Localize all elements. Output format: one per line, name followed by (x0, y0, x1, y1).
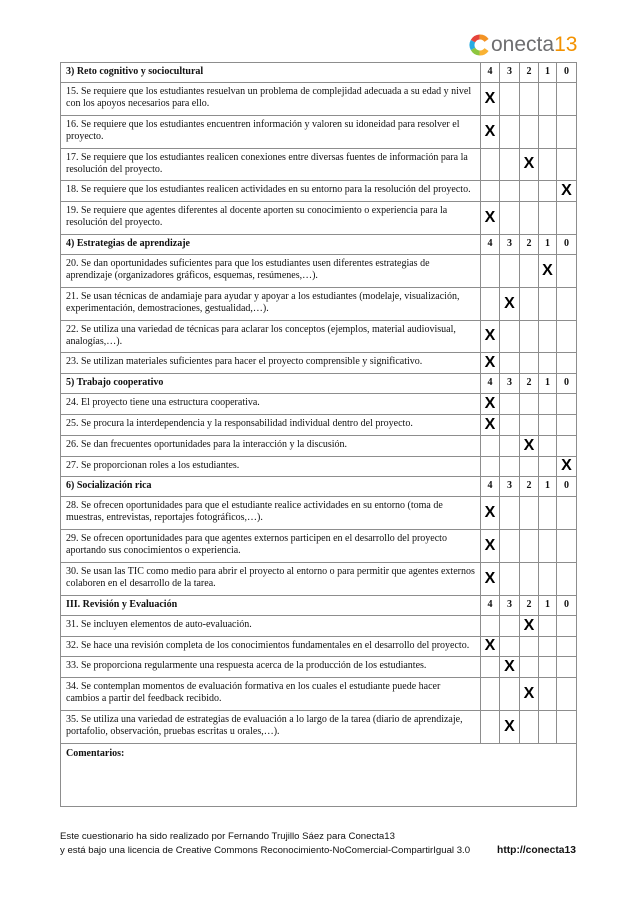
footer-license-line: y está bajo una licencia de Creative Commons Reconocimiento-NoComercial-CompartirIgual 3.0 (60, 845, 471, 856)
score-cell (557, 657, 577, 678)
score-cell (557, 83, 577, 116)
score-cell (557, 435, 577, 456)
score-cell (500, 394, 520, 415)
section-header-row (61, 595, 577, 615)
score-cell (539, 148, 557, 181)
criterion-row (61, 657, 577, 678)
score-cell (539, 320, 557, 353)
criterion-text: 16. Se requiere que los estudiantes encuentren información y valoren su idoneidad para resolver el proyecto. (61, 115, 481, 148)
score-column-label: 4 (481, 595, 500, 615)
section-header-row (61, 234, 577, 254)
score-cell (557, 562, 577, 595)
criterion-row (61, 148, 577, 181)
criterion-text: 26. Se dan frecuentes oportunidades para la interacción y la discusión. (61, 435, 481, 456)
score-cell (481, 115, 500, 148)
score-cell (539, 615, 557, 636)
selected-score-mark: X (484, 209, 496, 227)
score-cell (481, 678, 500, 711)
score-cell (500, 435, 520, 456)
criterion-row (61, 678, 577, 711)
selected-score-mark: X (523, 436, 535, 454)
footer-url: http://conecta13 (497, 845, 576, 856)
score-cell (500, 181, 520, 202)
score-cell (500, 678, 520, 711)
score-column-label: 1 (539, 234, 557, 254)
score-cell (557, 181, 577, 202)
score-cell (539, 287, 557, 320)
score-cell (520, 657, 539, 678)
score-cell (481, 497, 500, 530)
score-cell (500, 414, 520, 435)
score-cell (557, 148, 577, 181)
criterion-text: 17. Se requiere que los estudiantes realicen conexiones entre diversas fuentes de información para la resolución del proyecto. (61, 148, 481, 181)
criterion-text: 28. Se ofrecen oportunidades para que el estudiante realice actividades en su entorno (toma de muestras, entrevistas, reportajes fotográficos,…). (61, 497, 481, 530)
score-column-label: 4 (481, 477, 500, 497)
footer (60, 830, 576, 860)
score-column-label: 2 (520, 374, 539, 394)
score-column-label: 0 (557, 595, 577, 615)
score-cell (481, 254, 500, 287)
score-cell (500, 353, 520, 374)
score-column-label: 0 (557, 374, 577, 394)
comments-row (61, 743, 577, 806)
score-cell (520, 254, 539, 287)
score-cell (539, 530, 557, 563)
criterion-row (61, 181, 577, 202)
score-cell (520, 710, 539, 743)
selected-score-mark: X (561, 457, 572, 475)
conecta13-logo (469, 34, 577, 56)
selected-score-mark: X (504, 717, 515, 735)
score-column-label: 2 (520, 595, 539, 615)
score-cell (481, 394, 500, 415)
criterion-row (61, 83, 577, 116)
criterion-text: 22. Se utiliza una variedad de técnicas para aclarar los conceptos (ejemplos, material audiovisual, analogías,…). (61, 320, 481, 353)
score-cell (520, 497, 539, 530)
criterion-text: 32. Se hace una revisión completa de los conocimientos fundamentales en el desarrollo del proyecto. (61, 636, 481, 657)
selected-score-mark: X (504, 658, 515, 676)
score-cell (557, 394, 577, 415)
score-column-label: 4 (481, 234, 500, 254)
score-cell (500, 497, 520, 530)
score-column-label: 1 (539, 63, 557, 83)
score-column-label: 3 (500, 63, 520, 83)
selected-score-mark: X (484, 395, 496, 413)
score-column-label: 3 (500, 234, 520, 254)
selected-score-mark: X (484, 569, 496, 587)
score-cell (481, 287, 500, 320)
criterion-row (61, 254, 577, 287)
score-cell (557, 320, 577, 353)
score-cell (481, 414, 500, 435)
score-cell (557, 353, 577, 374)
score-cell (557, 202, 577, 235)
criterion-row (61, 456, 577, 477)
score-column-label: 0 (557, 477, 577, 497)
score-cell (481, 636, 500, 657)
score-cell (557, 710, 577, 743)
criterion-row (61, 710, 577, 743)
criterion-row (61, 202, 577, 235)
criterion-text: 33. Se proporciona regularmente una respuesta acerca de la producción de los estudiantes. (61, 657, 481, 678)
criterion-row (61, 530, 577, 563)
score-cell (481, 562, 500, 595)
section-title: 5) Trabajo cooperativo (61, 374, 481, 394)
score-cell (539, 353, 557, 374)
score-cell (520, 636, 539, 657)
score-cell (520, 615, 539, 636)
score-cell (520, 320, 539, 353)
criterion-text: 24. El proyecto tiene una estructura cooperativa. (61, 394, 481, 415)
score-cell (557, 678, 577, 711)
score-column-label: 4 (481, 63, 500, 83)
score-column-label: 0 (557, 234, 577, 254)
score-cell (520, 115, 539, 148)
score-cell (520, 181, 539, 202)
score-cell (500, 254, 520, 287)
score-cell (520, 83, 539, 116)
selected-score-mark: X (561, 182, 572, 200)
score-column-label: 1 (539, 595, 557, 615)
selected-score-mark: X (484, 504, 496, 522)
score-cell (481, 456, 500, 477)
score-cell (539, 435, 557, 456)
score-cell (500, 710, 520, 743)
criterion-text: 27. Se proporcionan roles a los estudiantes. (61, 456, 481, 477)
section-title: 4) Estrategias de aprendizaje (61, 234, 481, 254)
score-cell (539, 414, 557, 435)
criterion-row (61, 615, 577, 636)
score-cell (481, 657, 500, 678)
criterion-text: 25. Se procura la interdependencia y la responsabilidad individual dentro del proyecto. (61, 414, 481, 435)
selected-score-mark: X (523, 155, 535, 173)
score-cell (539, 562, 557, 595)
criterion-text: 19. Se requiere que agentes diferentes al docente aporten su conocimiento o experiencia para la resolución del proyecto. (61, 202, 481, 235)
section-title: III. Revisión y Evaluación (61, 595, 481, 615)
section-header-row (61, 63, 577, 83)
score-column-label: 2 (520, 63, 539, 83)
criterion-text: 30. Se usan las TIC como medio para abrir el proyecto al entorno o para permitir que agentes externos colaboren en el desarrollo de la tarea. (61, 562, 481, 595)
selected-score-mark: X (484, 537, 496, 555)
score-cell (481, 148, 500, 181)
score-cell (500, 287, 520, 320)
criterion-text: 23. Se utilizan materiales suficientes para hacer el proyecto comprensible y significativo. (61, 353, 481, 374)
score-column-label: 2 (520, 477, 539, 497)
score-cell (520, 148, 539, 181)
score-cell (520, 678, 539, 711)
selected-score-mark: X (484, 89, 496, 107)
score-cell (520, 202, 539, 235)
score-cell (557, 414, 577, 435)
selected-score-mark: X (542, 261, 553, 279)
selected-score-mark: X (523, 616, 535, 634)
selected-score-mark: X (504, 294, 515, 312)
criterion-row (61, 414, 577, 435)
criterion-text: 35. Se utiliza una variedad de estrategias de evaluación a lo largo de la tarea (diario de aprendizaje, portafolio, observación, pruebas escritas u orales,…). (61, 710, 481, 743)
score-cell (481, 353, 500, 374)
criterion-row (61, 435, 577, 456)
criterion-row (61, 320, 577, 353)
criterion-row (61, 287, 577, 320)
selected-score-mark: X (484, 122, 496, 140)
criterion-row (61, 394, 577, 415)
score-cell (557, 456, 577, 477)
criterion-text: 34. Se contemplan momentos de evaluación formativa en los cuales el estudiante puede hacer cambios a partir del feedback recibido. (61, 678, 481, 711)
score-cell (539, 202, 557, 235)
criterion-row (61, 353, 577, 374)
score-cell (557, 254, 577, 287)
score-cell (500, 530, 520, 563)
criterion-text: 21. Se usan técnicas de andamiaje para ayudar y apoyar a los estudiantes (modelaje, visualización, experimentación, demostraciones, gestualidad,…). (61, 287, 481, 320)
criterion-text: 31. Se incluyen elementos de auto-evaluación. (61, 615, 481, 636)
comments-label: Comentarios: (61, 743, 577, 806)
criterion-row (61, 497, 577, 530)
score-column-label: 3 (500, 374, 520, 394)
score-column-label: 0 (557, 63, 577, 83)
section-title: 3) Reto cognitivo y sociocultural (61, 63, 481, 83)
score-cell (539, 710, 557, 743)
criterion-text: 18. Se requiere que los estudiantes realicen actividades en su entorno para la resolución del proyecto. (61, 181, 481, 202)
selected-score-mark: X (484, 327, 496, 345)
score-cell (539, 181, 557, 202)
score-cell (500, 202, 520, 235)
score-cell (539, 497, 557, 530)
score-cell (500, 657, 520, 678)
score-column-label: 1 (539, 374, 557, 394)
score-cell (481, 710, 500, 743)
score-column-label: 1 (539, 477, 557, 497)
section-header-row (61, 477, 577, 497)
score-cell (481, 202, 500, 235)
score-cell (539, 394, 557, 415)
criterion-text: 20. Se dan oportunidades suficientes para que los estudiantes usen diferentes estrategias de aprendizaje (organizadores gráficos, esquemas, resúmenes,…). (61, 254, 481, 287)
score-cell (557, 636, 577, 657)
selected-score-mark: X (523, 685, 535, 703)
score-cell (520, 562, 539, 595)
score-cell (539, 678, 557, 711)
score-column-label: 3 (500, 477, 520, 497)
score-cell (539, 657, 557, 678)
score-cell (500, 148, 520, 181)
logo-number: 13 (554, 33, 578, 56)
score-cell (539, 456, 557, 477)
score-cell (557, 615, 577, 636)
score-column-label: 2 (520, 234, 539, 254)
score-cell (557, 530, 577, 563)
score-cell (520, 530, 539, 563)
score-cell (500, 83, 520, 116)
score-cell (557, 287, 577, 320)
score-cell (500, 115, 520, 148)
selected-score-mark: X (484, 637, 496, 655)
score-cell (481, 435, 500, 456)
criterion-row (61, 115, 577, 148)
criterion-text: 29. Se ofrecen oportunidades para que agentes externos participen en el desarrollo del proyecto aportando sus conocimientos o experiencia. (61, 530, 481, 563)
score-cell (500, 320, 520, 353)
score-column-label: 3 (500, 595, 520, 615)
evaluation-table (60, 62, 577, 807)
section-title: 6) Socialización rica (61, 477, 481, 497)
selected-score-mark: X (484, 415, 496, 433)
score-cell (539, 83, 557, 116)
score-cell (520, 287, 539, 320)
score-cell (520, 435, 539, 456)
criterion-text: 15. Se requiere que los estudiantes resuelvan un problema de complejidad adecuada a su edad y nivel con los apoyos necesarios para ello. (61, 83, 481, 116)
section-header-row (61, 374, 577, 394)
logo-wordmark: onecta (491, 33, 555, 56)
score-cell (539, 115, 557, 148)
score-cell (520, 394, 539, 415)
score-cell (500, 615, 520, 636)
score-cell (557, 115, 577, 148)
score-cell (539, 636, 557, 657)
footer-author-line: Este cuestionario ha sido realizado por Fernando Trujillo Sáez para Conecta13 (60, 831, 395, 842)
criterion-row (61, 562, 577, 595)
score-cell (481, 615, 500, 636)
score-cell (481, 181, 500, 202)
score-cell (520, 353, 539, 374)
score-cell (500, 636, 520, 657)
score-cell (557, 497, 577, 530)
score-cell (539, 254, 557, 287)
score-cell (481, 320, 500, 353)
selected-score-mark: X (484, 354, 496, 372)
score-cell (500, 562, 520, 595)
score-cell (481, 83, 500, 116)
criterion-row (61, 636, 577, 657)
score-cell (481, 530, 500, 563)
logo-ring-icon (469, 34, 491, 56)
score-column-label: 4 (481, 374, 500, 394)
score-cell (520, 414, 539, 435)
score-cell (520, 456, 539, 477)
score-cell (500, 456, 520, 477)
evaluation-rows (61, 63, 577, 744)
